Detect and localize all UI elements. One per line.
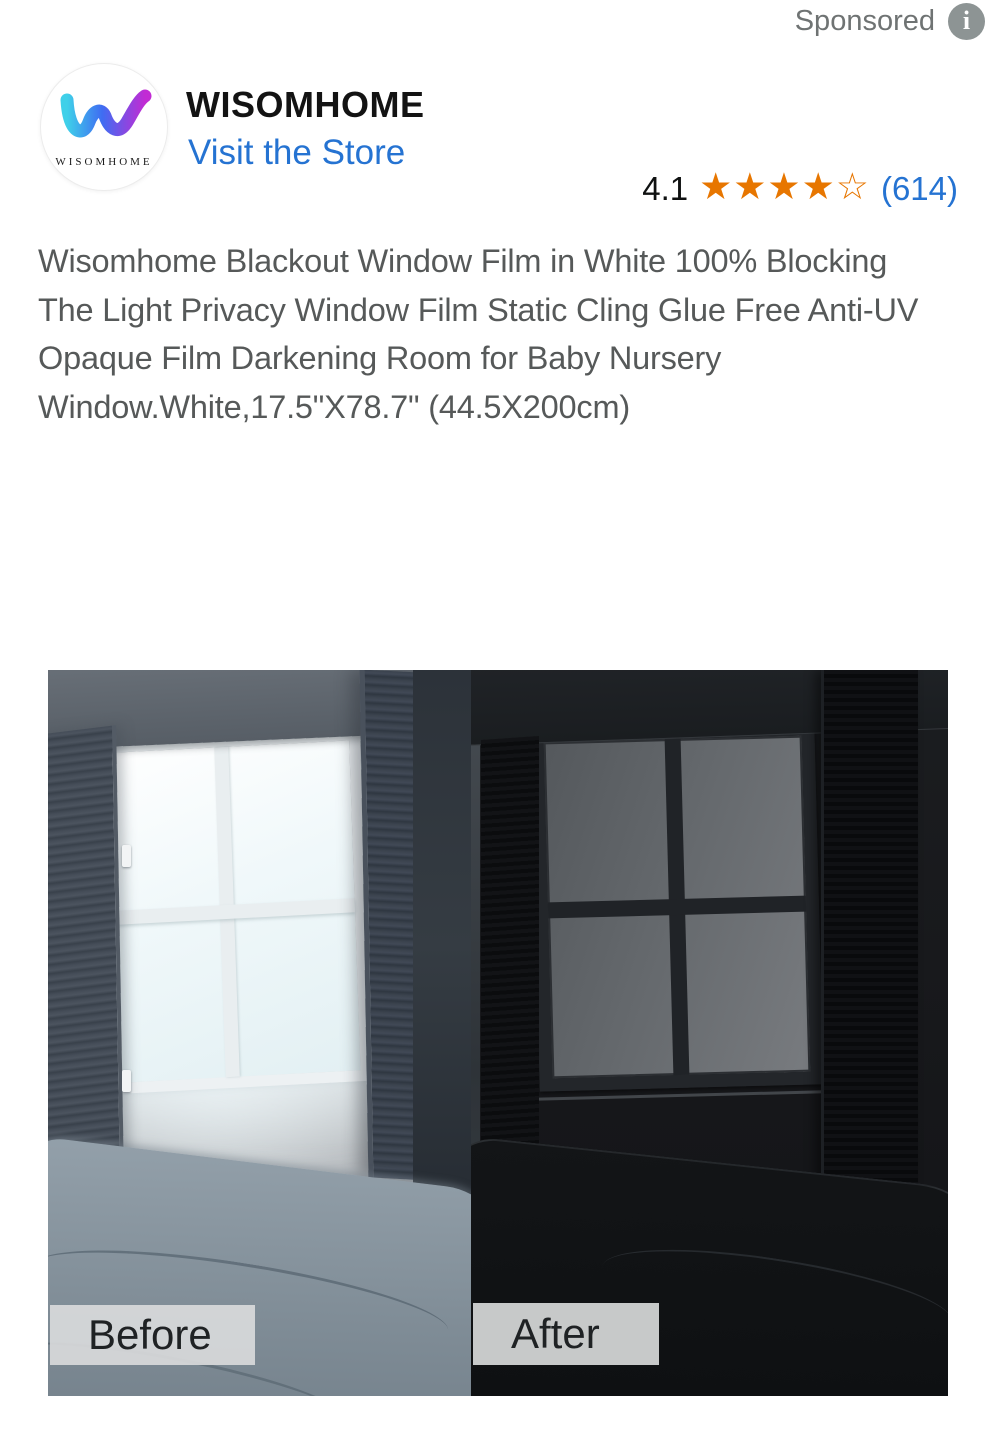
rating-row	[642, 168, 958, 209]
rating-score: 4.1	[642, 169, 689, 207]
product-title[interactable]: Wisomhome Blackout Window Film in White 100% Blocking The Light Privacy Window Film Static Cling Glue Free Anti-UV Opaque Film Darkening Room for Baby Nursery Window.White,17.5"X78.7" (44.5X200cm)	[38, 243, 919, 425]
visit-store-link[interactable]: Visit the Store	[188, 133, 406, 172]
brand-name: WISOMHOME	[186, 84, 425, 125]
sponsored-label: Sponsored	[794, 4, 935, 37]
logo-wordmark: WISOMHOME	[55, 156, 153, 168]
after-label: After	[473, 1303, 659, 1365]
before-label: Before	[50, 1305, 255, 1365]
rating-stars-icon[interactable]	[699, 168, 870, 209]
rating-count-link[interactable]: (614)	[880, 169, 958, 207]
hinge	[122, 1070, 131, 1092]
w-gradient-mark	[55, 86, 155, 148]
bright-window	[82, 729, 372, 1095]
stars-filled: ★★★★	[699, 166, 836, 207]
after-image-half	[471, 670, 948, 1396]
brand-logo[interactable]	[40, 63, 168, 191]
star-empty: ☆	[835, 166, 870, 207]
hinge	[122, 845, 131, 867]
info-icon[interactable]: i	[948, 3, 985, 40]
before-image-half	[48, 670, 471, 1396]
product-image[interactable]	[48, 670, 948, 1396]
darkened-window	[530, 722, 823, 1091]
window-sill-highlight	[529, 1090, 829, 1101]
left-shutter	[48, 725, 124, 1175]
sponsored-row	[795, 0, 985, 42]
